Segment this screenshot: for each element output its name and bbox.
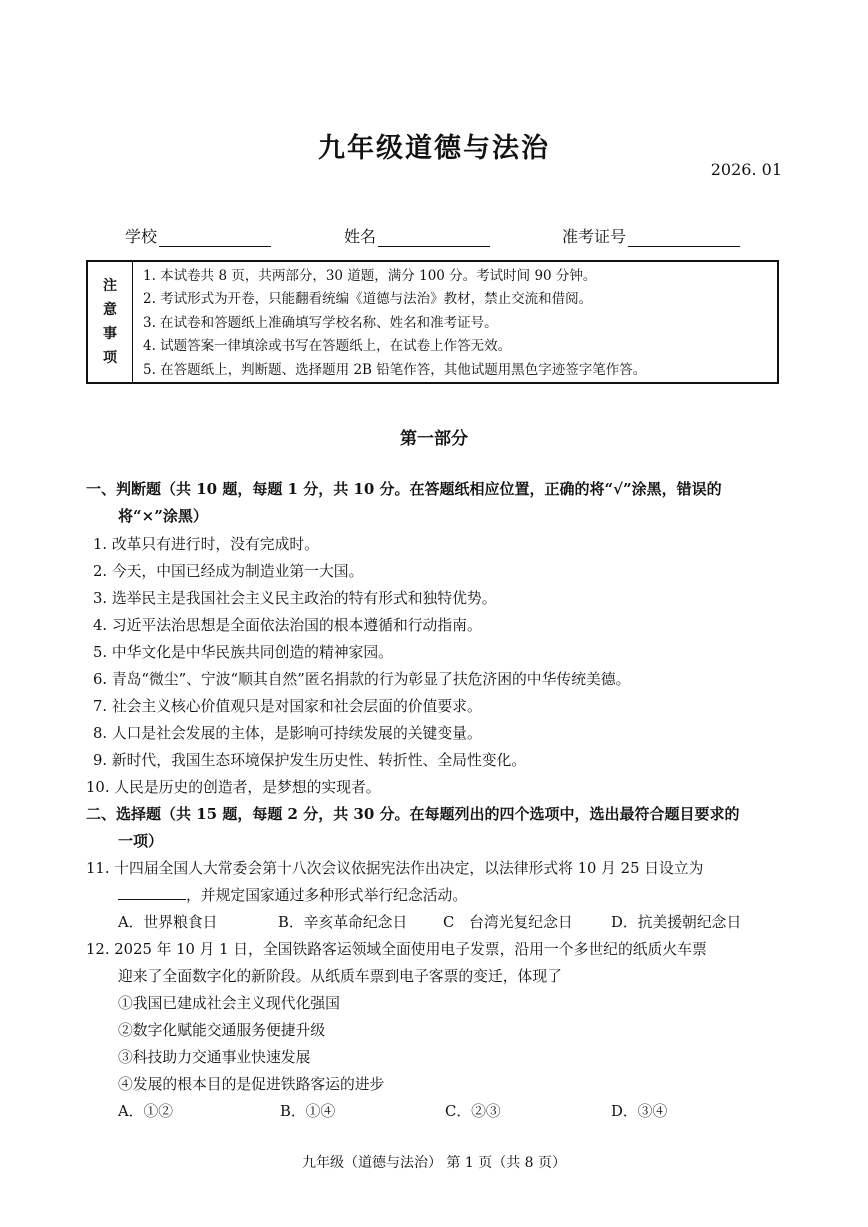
answer-blank [118,885,186,900]
statement-item: ④发展的根本目的是促进铁路客运的进步 [118,1076,385,1093]
notice-box [86,260,779,384]
question-12-cont: 迎来了全面数字化的新阶段。从纸质车票到电子客票的变迁，体现了 [118,968,562,985]
school-blank [159,228,271,247]
section2-heading-cont: 一项） [118,832,164,850]
notice-item: 2. 考试形式为开卷，只能翻看统编《道德与法治》教材，禁止交流和借阅。 [143,291,593,308]
name-blank [378,228,490,247]
notice-heading-char: 意 [103,302,117,318]
judgment-item: 4. 习近平法治思想是全面依法治国的根本遵循和行动指南。 [93,617,482,634]
judgment-item: 8. 人口是社会发展的主体，是影响可持续发展的关键变量。 [93,725,482,742]
notice-heading-char: 项 [103,350,117,366]
notice-heading-char: 注 [103,278,117,294]
judgment-item: 3. 选举民主是我国社会主义民主政治的特有形式和独特优势。 [93,590,497,607]
statement-item: ③科技助力交通事业快速发展 [118,1049,311,1066]
exam-id-label: 准考证号 [562,227,627,246]
notice-list [133,262,777,382]
section1-heading-cont: 将“×”涂黑） [118,507,208,525]
notice-heading [88,262,133,382]
page-title: 九年级道德与法治 [318,133,550,164]
judgment-item: 1. 改革只有进行时，没有完成时。 [93,536,319,553]
school-label: 学校 [125,227,158,246]
judgment-item: 10. 人民是历史的创造者，是梦想的实现者。 [86,779,381,796]
notice-item: 3. 在试卷和答题纸上准确填写学校名称、姓名和准考证号。 [143,314,498,331]
exam-id-field [562,224,740,247]
school-field [125,224,271,247]
exam-id-blank [628,228,740,247]
option-a: A．世界粮食日 [118,914,218,931]
judgment-item: 5. 中华文化是中华民族共同创造的精神家园。 [93,644,393,661]
judgment-item: 2. 今天，中国已经成为制造业第一大国。 [93,563,364,580]
statement-item: ①我国已建成社会主义现代化强国 [118,995,340,1012]
question-11: 11. 十四届全国人大常委会第十八次会议依据宪法作出决定，以法律形式将 10 月 25 日设立为 [86,860,704,877]
option-c: C．②③ [445,1103,501,1120]
section2-heading: 二、选择题（共 15 题，每题 2 分，共 30 分。在每题列出的四个选项中，选出最符合题目要求的 [86,805,740,823]
statement-item: ②数字化赋能交通服务便捷升级 [118,1022,326,1039]
option-b: B．①④ [280,1103,336,1120]
option-d: D．③④ [611,1103,668,1120]
page-footer: 九年级（道德与法治） 第 1 页（共 8 页） [301,1155,567,1171]
question-12: 12. 2025 年 10 月 1 日，全国铁路客运领域全面使用电子发票，沿用一个多世纪的纸质火车票 [86,941,707,958]
name-label: 姓名 [344,227,377,246]
judgment-item: 7. 社会主义核心价值观只是对国家和社会层面的价值要求。 [93,698,482,715]
notice-item: 1. 本试卷共 8 页，共两部分，30 道题，满分 100 分。考试时间 90 分钟。 [143,268,597,284]
judgment-item: 6. 青岛“微尘”、宁波“顺其自然”匿名捐款的行为彰显了扶危济困的中华传统美德。 [93,671,631,688]
question-11-text: ，并规定国家通过多种形式举行纪念活动。 [186,887,468,904]
question-11-cont [118,884,467,905]
option-a: A．①② [118,1103,174,1120]
option-d: D．抗美援朝纪念日 [611,914,742,931]
notice-item: 5. 在答题纸上，判断题、选择题用 2B 铅笔作答，其他试题用黑色字迹签字笔作答。 [143,361,647,378]
part-title: 第一部分 [400,429,468,449]
option-b: B．辛亥革命纪念日 [278,914,408,931]
notice-heading-char: 事 [103,326,117,342]
exam-date: 2026. 01 [710,160,782,179]
section1-heading: 一、判断题（共 10 题，每题 1 分，共 10 分。在答题纸相应位置，正确的将“√”涂黑，错误的 [86,480,722,498]
judgment-item: 9. 新时代，我国生态环境保护发生历史性、转折性、全局性变化。 [93,752,527,769]
name-field [344,224,490,247]
notice-item: 4. 试题答案一律填涂或书写在答题纸上，在试卷上作答无效。 [143,338,512,355]
option-c: C 台湾光复纪念日 [443,914,573,931]
